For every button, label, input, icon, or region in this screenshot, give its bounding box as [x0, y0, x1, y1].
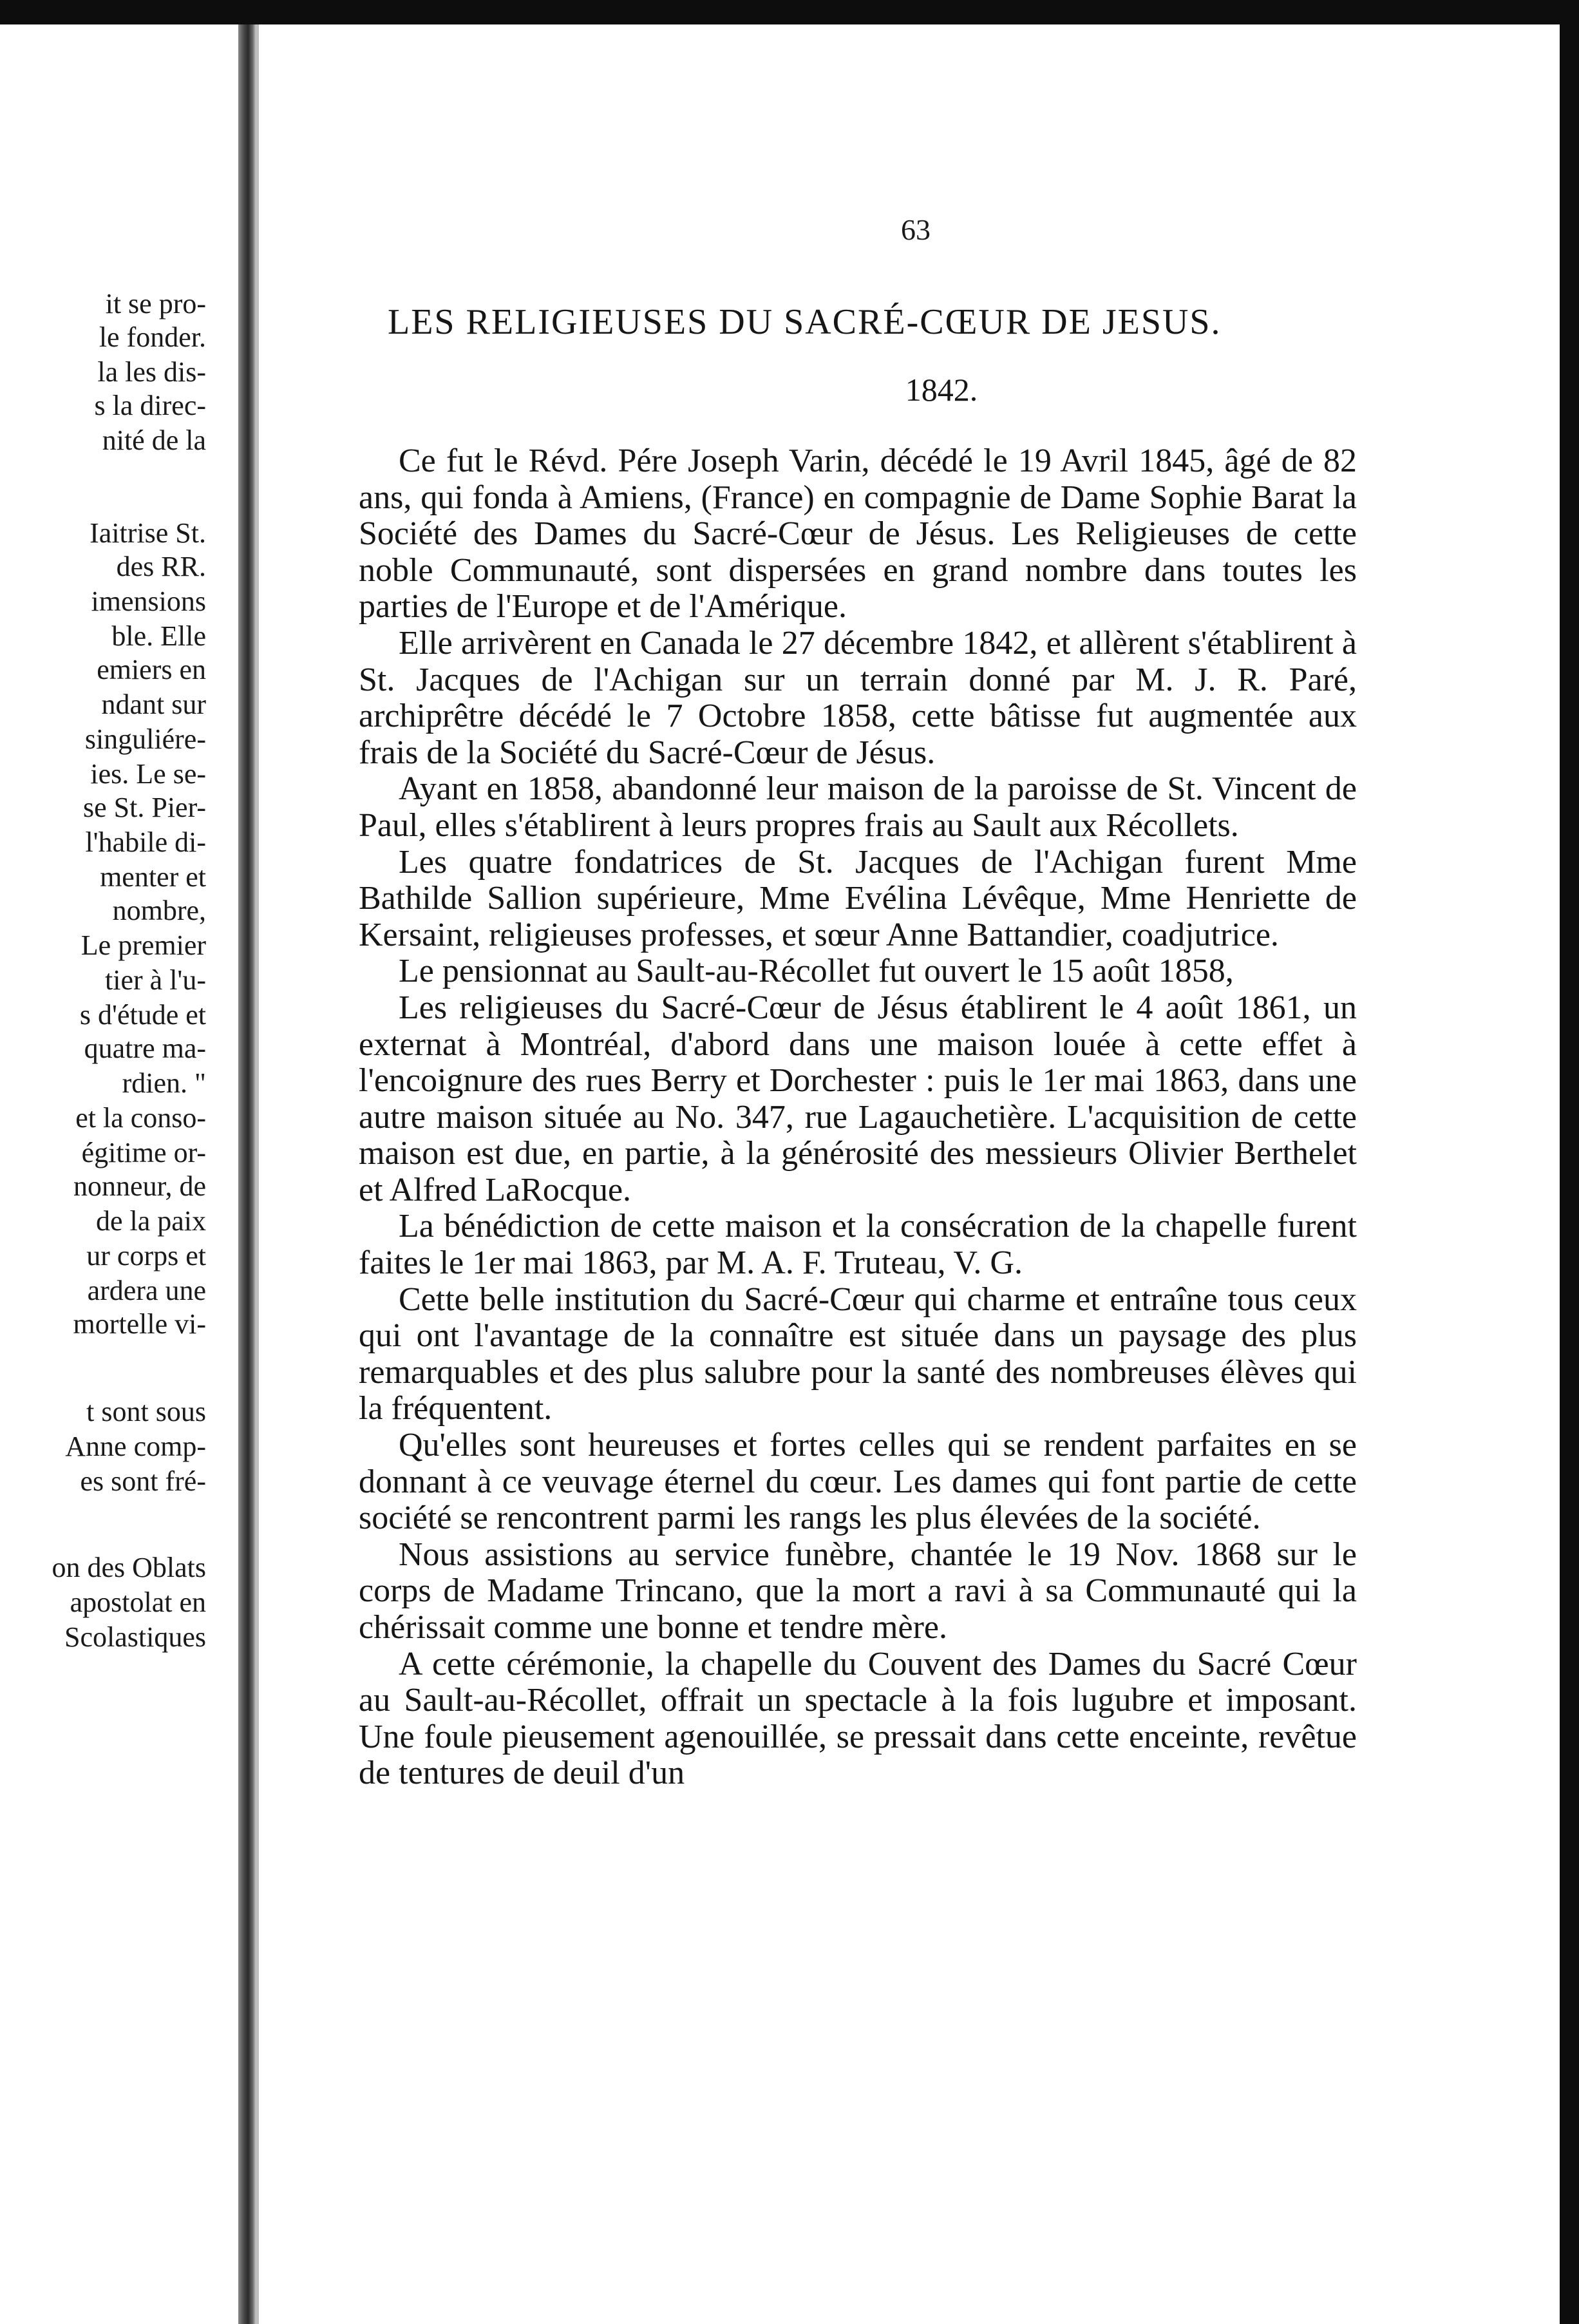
facing-line: mortelle vi- [73, 1308, 206, 1340]
paragraph: Nous assistions au service funèbre, chantée le 19 Nov. 1868 sur le corps de Madame Trincano, que la mort a ravi à sa Communauté qui la chérissait comme une bonne et tendre mère. [359, 1536, 1357, 1646]
facing-line: s la direc- [94, 390, 206, 421]
chapter-heading-text: LES RELIGIEUSES DU SACRÉ-CŒUR DE JESUS. [388, 302, 1222, 342]
main-page [259, 24, 1560, 2324]
facing-line: Anne comp- [65, 1431, 206, 1462]
facing-line: ndant sur [101, 689, 206, 720]
facing-line: se St. Pier- [83, 792, 206, 823]
facing-line: le fonder. [99, 321, 206, 353]
facing-line: emiers en [97, 654, 206, 685]
facing-line: ble. Elle [111, 620, 206, 652]
paragraph: Ayant en 1858, abandonné leur maison de la paroisse de St. Vincent de Paul, elles s'établirent à leurs propres frais au Sault aux Récollets. [359, 770, 1357, 844]
facing-line: de la paix [95, 1205, 206, 1237]
paragraph: La bénédiction de cette maison et la consécration de la chapelle furent faites le 1er mai 1863, par M. A. F. Truteau, V. G. [359, 1208, 1357, 1282]
facing-line: ardera une [87, 1275, 206, 1306]
page-number: 63 [901, 213, 931, 246]
facing-line: Scolastiques [64, 1621, 206, 1653]
facing-line: nonneur, de [73, 1170, 206, 1202]
facing-line: Le premier [80, 929, 206, 961]
paragraph: Les religieuses du Sacré-Cœur de Jésus établirent le 4 août 1861, un externat à Montréal, d'abord dans une maison louée à cette effet à l'encoignure des rues Berry et Dorchester : puis le 1er mai 1863, dans une autre maison située au No. 347, rue Lagauchetière. L'acquisition de cette maison est due, en partie, à la générosité des messieurs Olivier Berthelet et Alfred LaRocque. [359, 989, 1357, 1208]
facing-line: et la conso- [75, 1102, 206, 1134]
facing-line: singuliére- [84, 723, 206, 755]
paragraph: Les quatre fondatrices de St. Jacques de l'Achigan furent Mme Bathilde Sallion supérieure, Mme Evélina Lévêque, Mme Henriette de Kersaint, religieuses professes, et sœur Anne Battandier, coadjutrice. [359, 843, 1357, 953]
chapter-heading [388, 301, 1579, 343]
chapter-year: 1842. [905, 372, 978, 408]
facing-line: nité de la [102, 424, 206, 456]
facing-line: it se pro- [105, 288, 206, 319]
facing-line: ur corps et [86, 1240, 206, 1272]
facing-line: imensions [91, 586, 206, 617]
paragraph: Elle arrivèrent en Canada le 27 décembre 1842, et allèrent s'établirent à St. Jacques de l'Achigan sur un terrain donné par M. J. R. Paré, archiprêtre décédé le 7 Octobre 1858, cette bâtisse fut augmentée aux frais de la Société du Sacré-Cœur de Jésus. [359, 624, 1357, 771]
scan-border-right [1560, 0, 1579, 2324]
facing-line: quatre ma- [84, 1033, 206, 1064]
paragraph: Qu'elles sont heureuses et fortes celles qui se rendent parfaites en se donnant à ce veuvage éternel du cœur. Les dames qui font partie de cette société se rencontrent parmi les rangs les plus élevées de la société. [359, 1427, 1357, 1537]
facing-line: t sont sous [86, 1396, 206, 1427]
facing-line: ies. Le se- [90, 758, 206, 790]
paragraph: Le pensionnat au Sault-au-Récollet fut ouvert le 15 août 1858, [399, 953, 1234, 990]
scan-border-top [0, 0, 1579, 24]
facing-line: des RR. [116, 551, 206, 582]
facing-line: menter et [100, 861, 206, 893]
facing-line: es sont fré- [80, 1465, 206, 1497]
paragraph: Cette belle institution du Sacré-Cœur qui charme et entraîne tous ceux qui ont l'avantage de la connaître est située dans un paysage des plus remarquables et des plus salubre pour la santé des nombreuses élèves qui la fréquentent. [359, 1281, 1357, 1427]
paragraph: Ce fut le Révd. Pére Joseph Varin, décédé le 19 Avril 1845, âgé de 82 ans, qui fonda à Amiens, (France) en compagnie de Dame Sophie Barat la Société des Dames du Sacré-Cœur de Jésus. Les Religieuses de cette noble Communauté, sont dispersées en grand nombre dans toutes les parties de l'Europe et de l'Amérique. [359, 443, 1357, 625]
facing-line: s d'étude et [79, 999, 206, 1031]
facing-line: rdien. " [122, 1067, 206, 1099]
facing-line: la les dis- [97, 356, 206, 388]
body-text [359, 443, 1357, 1792]
facing-line: Iaitrise St. [90, 517, 206, 549]
facing-line: apostolat en [70, 1586, 206, 1618]
facing-line: on des Oblats [52, 1552, 206, 1583]
book-gutter-shadow [238, 24, 256, 2324]
facing-page [0, 24, 238, 2324]
facing-line: l'habile di- [85, 826, 206, 858]
paragraph: A cette cérémonie, la chapelle du Couvent des Dames du Sacré Cœur au Sault-au-Récollet, offrait un spectacle à la fois lugubre et imposant. Une foule pieusement agenouillée, se pressait dans cette enceinte, revêtue de tentures de deuil d'un [359, 1645, 1357, 1792]
facing-line: nombre, [112, 895, 206, 926]
facing-line: tier à l'u- [105, 964, 206, 996]
facing-line: égitime or- [81, 1137, 206, 1168]
